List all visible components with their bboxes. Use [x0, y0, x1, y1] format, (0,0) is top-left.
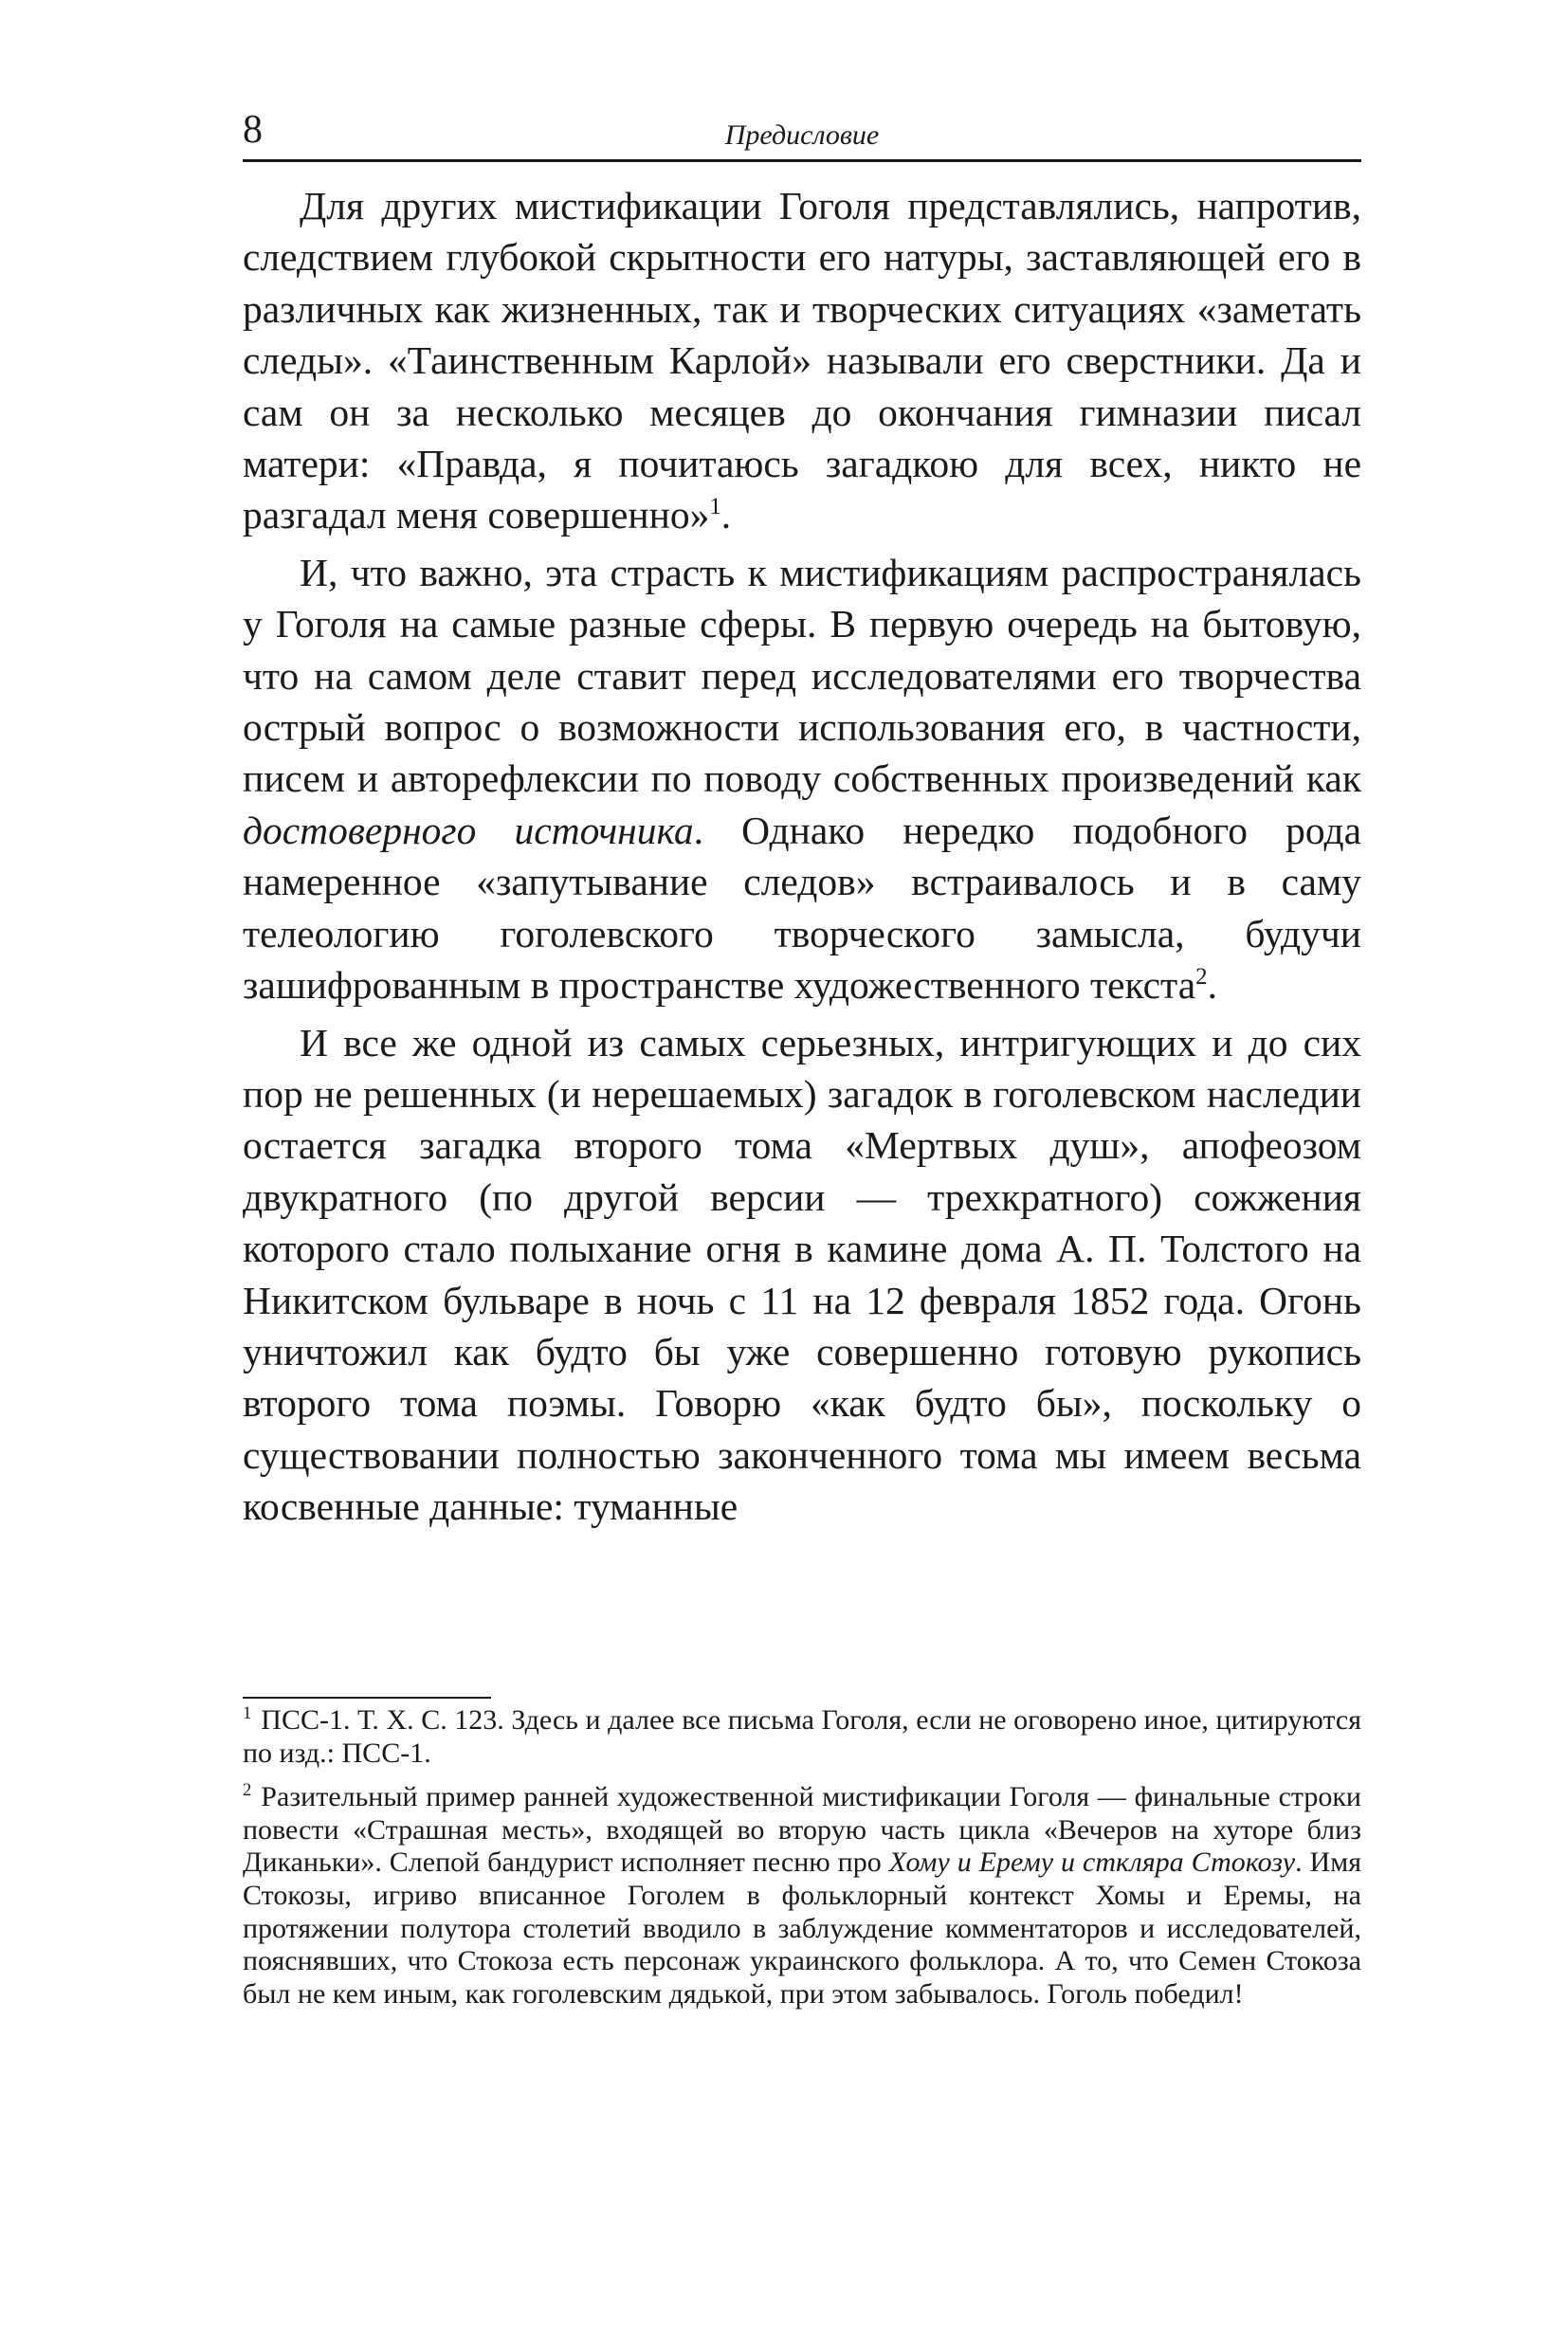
footnote-2-text-before: Разительный пример ранней художественной мистификации Гоголя — финальные строки повести «Страшная месть», входящей во вторую часть цикла «Вечеров на хуторе близ Диканьки». Слепой бандурист исполняет песню про	[243, 1781, 1361, 1879]
page-number: 8	[243, 108, 263, 152]
footnote-separator	[243, 1697, 491, 1699]
footnote-2-text-after: . Имя Стокозы, игриво вписанное Гоголем в фольклорный контекст Хомы и Еремы, на протяжении полутора столетий вводило в заблуждение комментаторов и исследователей, пояснявших, что Стокоза есть персонаж украинского фольклора. А то, что Семен Стокоза был не кем иным, как гоголевским дядькой, при этом забывалось. Гоголь победил!	[243, 1847, 1361, 2010]
paragraph-3-text: И все же одной из самых серьезных, интригующих и до сих пор не решенных (и нерешаемых) загадок в гоголевском наследии остается загадка второго тома «Мертвых душ», апофеозом двукратного (по другой версии — трехкратного) сожжения которого стало полыхание огня в камине дома А. П. Толстого на Никитском бульваре в ночь с 11 на 12 февраля 1852 года. Огонь уничтожил как будто бы уже совершенно готовую рукопись второго тома поэмы. Говорю «как будто бы», поскольку о существовании полностью законченного тома мы имеем весьма косвенные данные: туманные	[243, 1020, 1361, 1529]
footnote-2	[243, 1781, 1361, 2011]
paragraph-2-tail: .	[1207, 963, 1217, 1008]
footnote-ref-1: 1	[709, 494, 721, 520]
paragraph-2-text-after: . Однако нередко подобного рода намеренное «запутывание следов» встраивалось и в саму телеологию гоголевского творческого замысла, будучи зашифрованным в пространстве художественного текста	[243, 808, 1362, 1008]
page-header	[243, 106, 1361, 162]
footnote-1-text: ПСС-1. Т. X. С. 123. Здесь и далее все письма Гоголя, если не оговорено иное, цитируются по изд.: ПСС-1.	[243, 1704, 1361, 1769]
paragraph-1	[243, 180, 1361, 541]
paragraph-1-text: Для других мистификации Гоголя представлялись, напротив, следствием глубокой скрытности его натуры, заставляющей его в различных как жизненных, так и творческих ситуациях «заметать следы». «Таинственным Карлой» называли его сверстники. Да и сам он за несколько месяцев до окончания гимназии писал матери: «Правда, я почитаюсь загадкою для всех, никто не разгадал меня совершенно»	[243, 184, 1361, 537]
main-text	[243, 180, 1361, 1533]
paragraph-2-italic: достоверного источника	[243, 808, 694, 852]
footnote-2-mark: 2	[243, 1780, 252, 1801]
footnote-ref-2: 2	[1195, 964, 1208, 991]
running-head: Предисловие	[724, 119, 880, 151]
footnotes	[243, 1704, 1361, 2011]
paragraph-1-tail: .	[720, 493, 732, 537]
paragraph-2	[243, 547, 1361, 1011]
paragraph-2-text-before: И, что важно, эта страсть к мистификациям распространялась у Гоголя на самые разные сферы. В первую очередь на бытовую, что на самом деле ставит перед исследователями его творчества острый вопрос о возможности использования его, в частности, писем и авторефлексии по поводу собственных произведений как	[243, 550, 1361, 801]
footnote-1-mark: 1	[243, 1703, 252, 1723]
footnote-1	[243, 1704, 1361, 1770]
footnote-2-italic: Хому и Ерему и сткляра Стокозу	[888, 1847, 1296, 1879]
paragraph-3	[243, 1017, 1361, 1533]
